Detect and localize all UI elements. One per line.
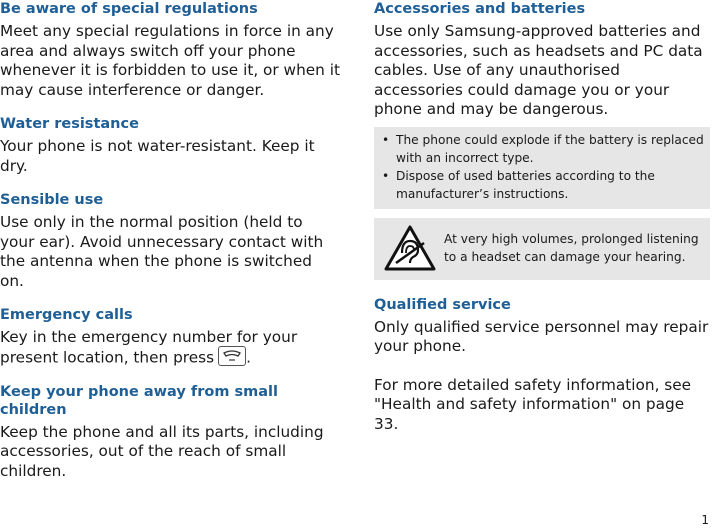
emergency-calls-text: Key in the emergency number for your present location, then press [0, 328, 298, 366]
hearing-warning-box [374, 218, 710, 280]
right-column [374, 0, 710, 434]
battery-note-box [374, 127, 710, 209]
note-bullet-item: • The phone could explode if the battery is replaced with an incorrect type. [382, 132, 704, 165]
body-small-children: Keep the phone and all its parts, including accessories, out of the reach of small children. [0, 422, 324, 480]
body-sensible-use: Use only in the normal position (held to your ear). Avoid unnecessary contact with the antenna when the phone is switched on. [0, 213, 324, 290]
heading-emergency-calls: Emergency calls [0, 307, 133, 323]
heading-qualified-service: Qualified service [374, 296, 511, 313]
heading-special-regulations: Be aware of special regulations [0, 1, 258, 17]
left-column [0, 0, 340, 481]
note-bullet-item: • Dispose of used batteries according to the manufacturer’s instructions. [382, 168, 655, 201]
heading-water-resistance: Water resistance [0, 116, 139, 132]
page-number: 1 [701, 513, 709, 527]
bullet-icon: • [382, 168, 390, 183]
bullet-icon: • [382, 132, 390, 147]
heading-sensible-use: Sensible use [0, 192, 104, 208]
body-accessories: Use only Samsung-approved batteries and accessories, such as headsets and PC data cables. Use of any unauthorised accessories could damage you or your phone and may be dangerous. [374, 22, 703, 118]
more-info-text: For more detailed safety information, see "Health and safety information" on page 33. [374, 375, 692, 433]
body-qualified-service: Only qualified service personnel may repair your phone. [374, 317, 709, 355]
emergency-calls-suffix: . [246, 348, 251, 366]
battery-note-list [374, 131, 710, 203]
body-water-resistance: Your phone is not water-resistant. Keep it dry. [0, 137, 315, 175]
hearing-warning-text: At very high volumes, prolonged listening to a headset can damage your hearing. [444, 231, 699, 264]
body-special-regulations: Meet any special regulations in force in any area and always switch off your phone whenever it is forbidden to use it, or when it may cause interference or danger. [0, 22, 340, 99]
heading-accessories: Accessories and batteries [374, 1, 586, 17]
hearing-damage-warning-icon [382, 220, 438, 276]
end-call-key-icon [218, 346, 246, 366]
heading-small-children: Keep your phone away from small children [0, 383, 278, 418]
body-emergency-calls [0, 328, 340, 368]
